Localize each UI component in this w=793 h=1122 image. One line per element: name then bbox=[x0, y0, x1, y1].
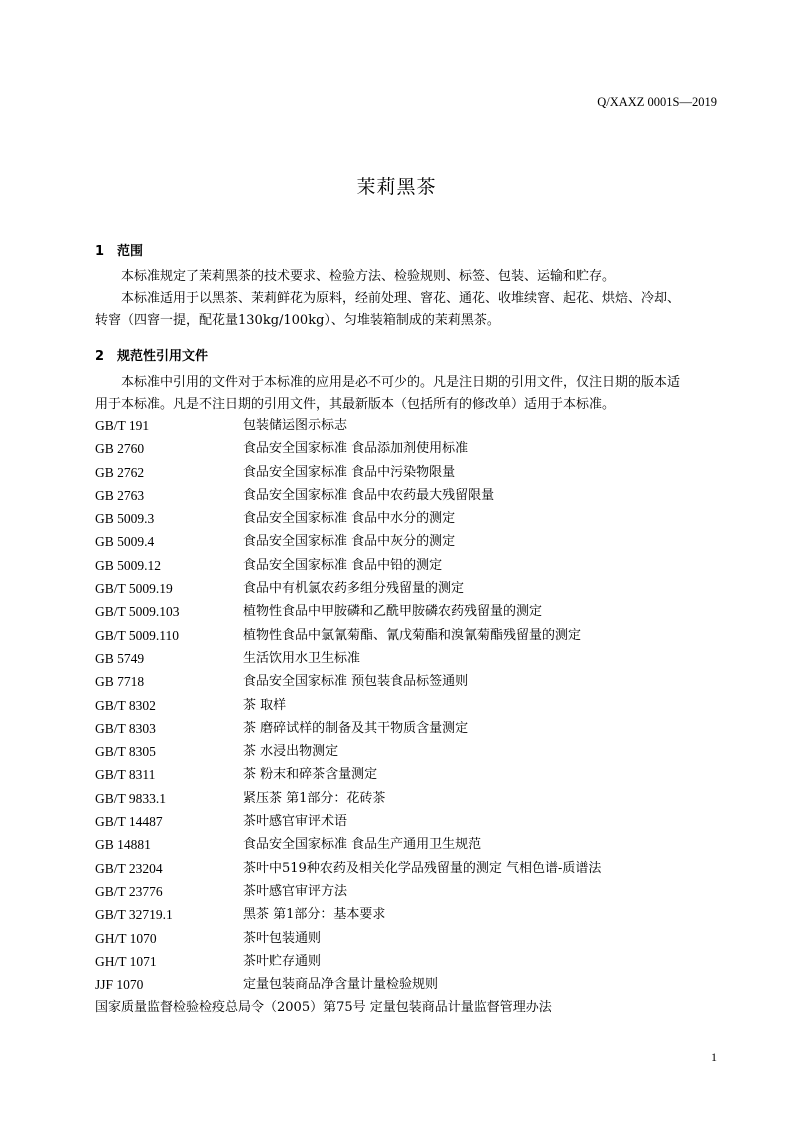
paragraph-line: 本标准规定了茉莉黑茶的技术要求、检验方法、检验规则、标签、包装、运输和贮存。 bbox=[121, 269, 616, 284]
paragraph-line: 本标准适用于以黑茶、茉莉鲜花为原料，经前处理、窨花、通花、收堆续窨、起花、烘焙、冷却、 bbox=[121, 291, 681, 306]
reference-code: GB 5749 bbox=[95, 650, 145, 666]
reference-code: GH/T 1071 bbox=[95, 953, 157, 969]
reference-code: GB/T 5009.19 bbox=[95, 581, 173, 597]
reference-code: GB 14881 bbox=[95, 837, 151, 853]
page-number: 1 bbox=[711, 1050, 717, 1064]
reference-item bbox=[95, 670, 717, 693]
section-number: 2 bbox=[95, 349, 105, 364]
reference-code: GB 2763 bbox=[95, 487, 145, 503]
reference-code: GB/T 14487 bbox=[95, 814, 163, 830]
reference-item bbox=[95, 507, 717, 530]
paragraph-line: 用于本标准。凡是不注日期的引用文件，其最新版本（包括所有的修改单）适用于本标准。 bbox=[95, 397, 616, 412]
reference-title: 食品安全国家标准 食品中灰分的测定 bbox=[243, 534, 456, 550]
reference-title: 茶叶中519种农药及相关化学品残留量的测定 气相色谱-质谱法 bbox=[243, 860, 602, 876]
reference-item bbox=[95, 694, 717, 717]
reference-item bbox=[95, 880, 717, 903]
reference-title: 紧压茶 第1部分：花砖茶 bbox=[243, 790, 386, 806]
reference-item bbox=[95, 717, 717, 740]
reference-title: 茶 取样 bbox=[243, 697, 287, 713]
reference-title: 食品安全国家标准 预包装食品标签通则 bbox=[243, 674, 469, 690]
reference-code: GB/T 32719.1 bbox=[95, 907, 173, 923]
reference-title: 茶叶包装通则 bbox=[243, 930, 322, 946]
document-title: 茉莉黑茶 bbox=[356, 176, 437, 198]
references-intro-paragraph bbox=[95, 372, 717, 416]
reference-code: GB/T 8305 bbox=[95, 744, 156, 760]
reference-code: GB 5009.12 bbox=[95, 557, 162, 573]
reference-item bbox=[95, 484, 717, 507]
reference-item-decree bbox=[95, 996, 717, 1019]
reference-title: 黑茶 第1部分：基本要求 bbox=[243, 907, 386, 923]
reference-title: 生活饮用水卫生标准 bbox=[243, 650, 361, 666]
paragraph-line: 本标准中引用的文件对于本标准的应用是必不可少的。凡是注日期的引用文件，仅注日期的版本适 bbox=[121, 375, 681, 390]
reference-item bbox=[95, 973, 717, 996]
reference-title: 食品安全国家标准 食品中水分的测定 bbox=[243, 511, 456, 527]
section-number: 1 bbox=[95, 244, 105, 259]
reference-title: 茶叶贮存通则 bbox=[243, 953, 322, 969]
reference-code: GB/T 23204 bbox=[95, 860, 163, 876]
reference-item bbox=[95, 577, 717, 600]
reference-code: GB 5009.4 bbox=[95, 534, 155, 550]
reference-title: 定量包装商品净含量计量检验规则 bbox=[243, 977, 439, 993]
reference-code: GB/T 5009.110 bbox=[95, 627, 180, 643]
reference-title: 食品安全国家标准 食品中农药最大残留限量 bbox=[243, 487, 495, 503]
reference-item bbox=[95, 927, 717, 950]
reference-item bbox=[95, 810, 717, 833]
section-title: 范围 bbox=[117, 244, 144, 259]
reference-code: GB/T 8302 bbox=[95, 697, 156, 713]
reference-title: 食品中有机氯农药多组分残留量的测定 bbox=[243, 581, 465, 597]
reference-item bbox=[95, 600, 717, 623]
section-title: 规范性引用文件 bbox=[117, 349, 209, 364]
reference-title: 植物性食品中甲胺磷和乙酰甲胺磷农药残留量的测定 bbox=[243, 604, 543, 620]
reference-code: JJF 1070 bbox=[95, 977, 144, 993]
reference-item bbox=[95, 763, 717, 786]
reference-item bbox=[95, 437, 717, 460]
reference-code: GB 7718 bbox=[95, 674, 145, 690]
standard-code: Q/XAXZ 0001S—2019 bbox=[597, 95, 717, 109]
reference-code: GB/T 8311 bbox=[95, 767, 156, 783]
reference-list bbox=[95, 414, 717, 1020]
section-heading-normative-references bbox=[95, 345, 208, 364]
reference-title: 茶叶感官审评方法 bbox=[243, 883, 348, 899]
reference-item bbox=[95, 740, 717, 763]
reference-item bbox=[95, 857, 717, 880]
reference-title: 茶 粉末和碎茶含量测定 bbox=[243, 767, 378, 783]
reference-item bbox=[95, 624, 717, 647]
reference-code: GB 5009.3 bbox=[95, 511, 155, 527]
reference-code: GB/T 5009.103 bbox=[95, 604, 180, 620]
reference-code: GB/T 8303 bbox=[95, 720, 156, 736]
reference-title: 植物性食品中氯氰菊酯、氰戊菊酯和溴氰菊酯残留量的测定 bbox=[243, 627, 582, 643]
reference-item bbox=[95, 833, 717, 856]
reference-item bbox=[95, 414, 717, 437]
reference-item bbox=[95, 950, 717, 973]
reference-item bbox=[95, 554, 717, 577]
reference-code: GB/T 191 bbox=[95, 418, 150, 433]
reference-item bbox=[95, 461, 717, 484]
reference-code: GB 2762 bbox=[95, 464, 145, 480]
scope-paragraph bbox=[95, 266, 717, 332]
reference-title: 茶叶感官审评术语 bbox=[243, 814, 348, 830]
reference-title: 食品安全国家标准 食品生产通用卫生规范 bbox=[243, 837, 482, 853]
reference-code: GB/T 9833.1 bbox=[95, 790, 167, 806]
reference-title: 食品安全国家标准 食品中污染物限量 bbox=[243, 464, 456, 480]
reference-decree-text: 国家质量监督检验检疫总局令（2005）第75号 定量包装商品计量监督管理办法 bbox=[95, 1000, 552, 1016]
reference-title: 食品安全国家标准 食品中铅的测定 bbox=[243, 557, 443, 573]
reference-code: GH/T 1070 bbox=[95, 930, 157, 946]
reference-title: 包装储运图示标志 bbox=[243, 418, 348, 433]
reference-item bbox=[95, 903, 717, 926]
paragraph-line: 转窨（四窨一提，配花量130kg/100kg）、匀堆装箱制成的茉莉黑茶。 bbox=[95, 313, 500, 328]
section-heading-scope bbox=[95, 240, 143, 259]
reference-title: 茶 水浸出物测定 bbox=[243, 744, 339, 760]
reference-title: 茶 磨碎试样的制备及其干物质含量测定 bbox=[243, 720, 469, 736]
reference-code: GB 2760 bbox=[95, 441, 145, 457]
reference-item bbox=[95, 530, 717, 553]
reference-item bbox=[95, 787, 717, 810]
reference-title: 食品安全国家标准 食品添加剂使用标准 bbox=[243, 441, 469, 457]
reference-item bbox=[95, 647, 717, 670]
reference-code: GB/T 23776 bbox=[95, 883, 163, 899]
